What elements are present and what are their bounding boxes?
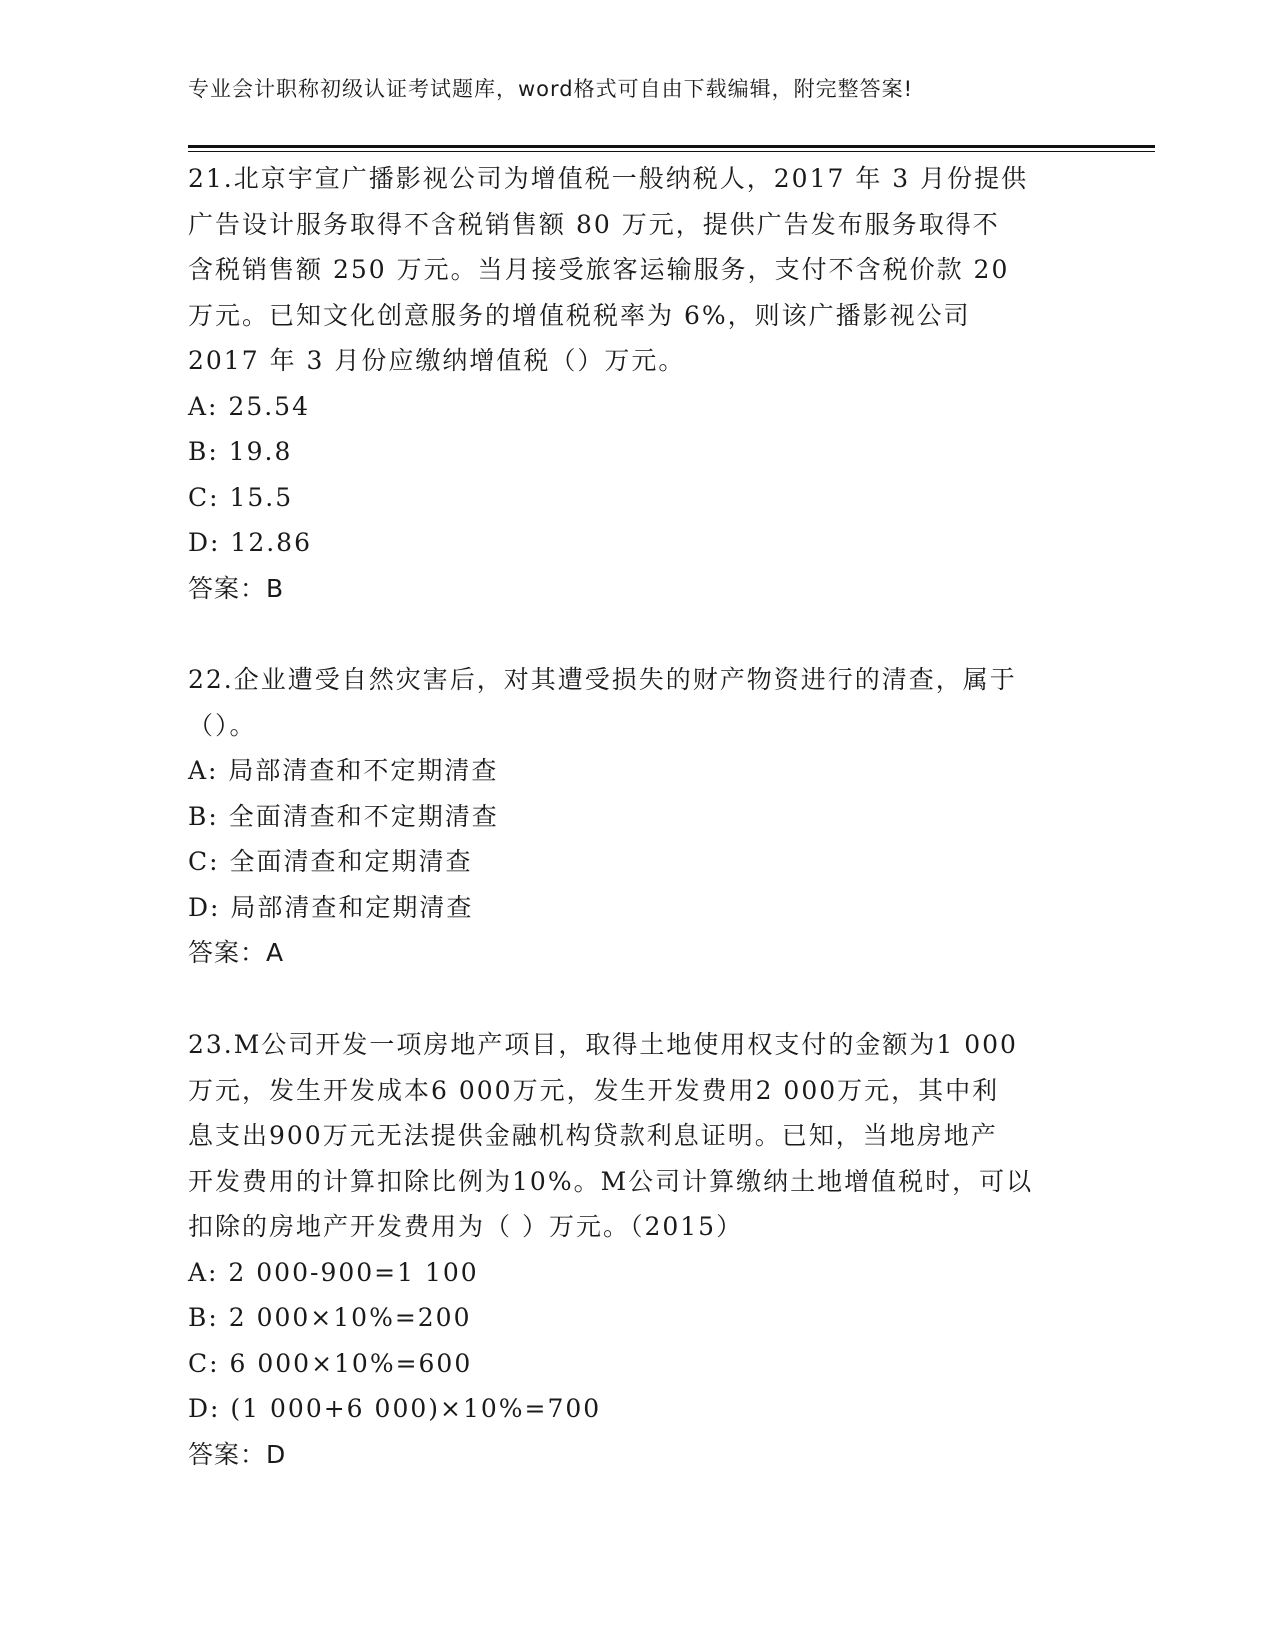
answer-label: 答案：A bbox=[188, 938, 285, 967]
question-stem-line: 23.M公司开发一项房地产项目，取得土地使用权支付的金额为1 000 bbox=[188, 1030, 1018, 1059]
answer-label: 答案：B bbox=[188, 573, 285, 603]
question-stem-line: 2017 年 3 月份应缴纳增值税（）万元。 bbox=[188, 346, 686, 375]
answer-label: 答案：D bbox=[188, 1439, 287, 1469]
question-21 bbox=[188, 156, 1088, 611]
option-d: D: 12.86 bbox=[188, 528, 312, 557]
question-22 bbox=[188, 657, 1088, 976]
option-c: C: 6 000×10%=600 bbox=[188, 1348, 473, 1378]
option-b: B: 19.8 bbox=[188, 437, 293, 466]
question-stem-line: 扣除的房地产开发费用为（ ）万元。（2015） bbox=[188, 1212, 744, 1241]
question-stem-line: 22.企业遭受自然灾害后，对其遭受损失的财产物资进行的清查，属于 bbox=[188, 665, 1017, 694]
question-stem-line: 广告设计服务取得不含税销售额 80 万元，提供广告发布服务取得不 bbox=[188, 209, 1000, 239]
option-d: D: 局部清查和定期清查 bbox=[188, 892, 474, 922]
option-b: B: 全面清查和不定期清查 bbox=[188, 801, 499, 831]
option-c: C: 全面清查和定期清查 bbox=[188, 847, 473, 876]
question-stem-line: 含税销售额 250 万元。当月接受旅客运输服务，支付不含税价款 20 bbox=[188, 255, 1010, 284]
document-header: 专业会计职称初级认证考试题库，word格式可自由下载编辑，附完整答案! bbox=[188, 77, 914, 101]
option-b: B: 2 000×10%=200 bbox=[188, 1303, 472, 1332]
question-stem-line: 21.北京宇宣广播影视公司为增值税一般纳税人，2017 年 3 月份提供 bbox=[188, 164, 1029, 193]
question-stem-line: 万元。已知文化创意服务的增值税税率为 6%，则该广播影视公司 bbox=[188, 300, 971, 330]
question-stem-line: 万元，发生开发成本6 000万元，发生开发费用2 000万元，其中利 bbox=[188, 1075, 1000, 1105]
option-d: D: (1 000+6 000)×10%=700 bbox=[188, 1394, 602, 1423]
header-rule-thin bbox=[188, 151, 1155, 152]
header-rule-thick bbox=[188, 145, 1155, 148]
question-stem-line: 息支出900万元无法提供金融机构贷款利息证明。已知，当地房地产 bbox=[188, 1121, 998, 1150]
question-23 bbox=[188, 1022, 1088, 1477]
option-a: A: 局部清查和不定期清查 bbox=[188, 756, 499, 785]
option-c: C: 15.5 bbox=[188, 482, 294, 512]
question-stem-line: 开发费用的计算扣除比例为10%。M公司计算缴纳土地增值税时，可以 bbox=[188, 1166, 1034, 1196]
option-a: A: 25.54 bbox=[188, 391, 310, 421]
question-stem-line: （）。 bbox=[188, 710, 257, 740]
option-a: A: 2 000-900=1 100 bbox=[188, 1257, 479, 1287]
